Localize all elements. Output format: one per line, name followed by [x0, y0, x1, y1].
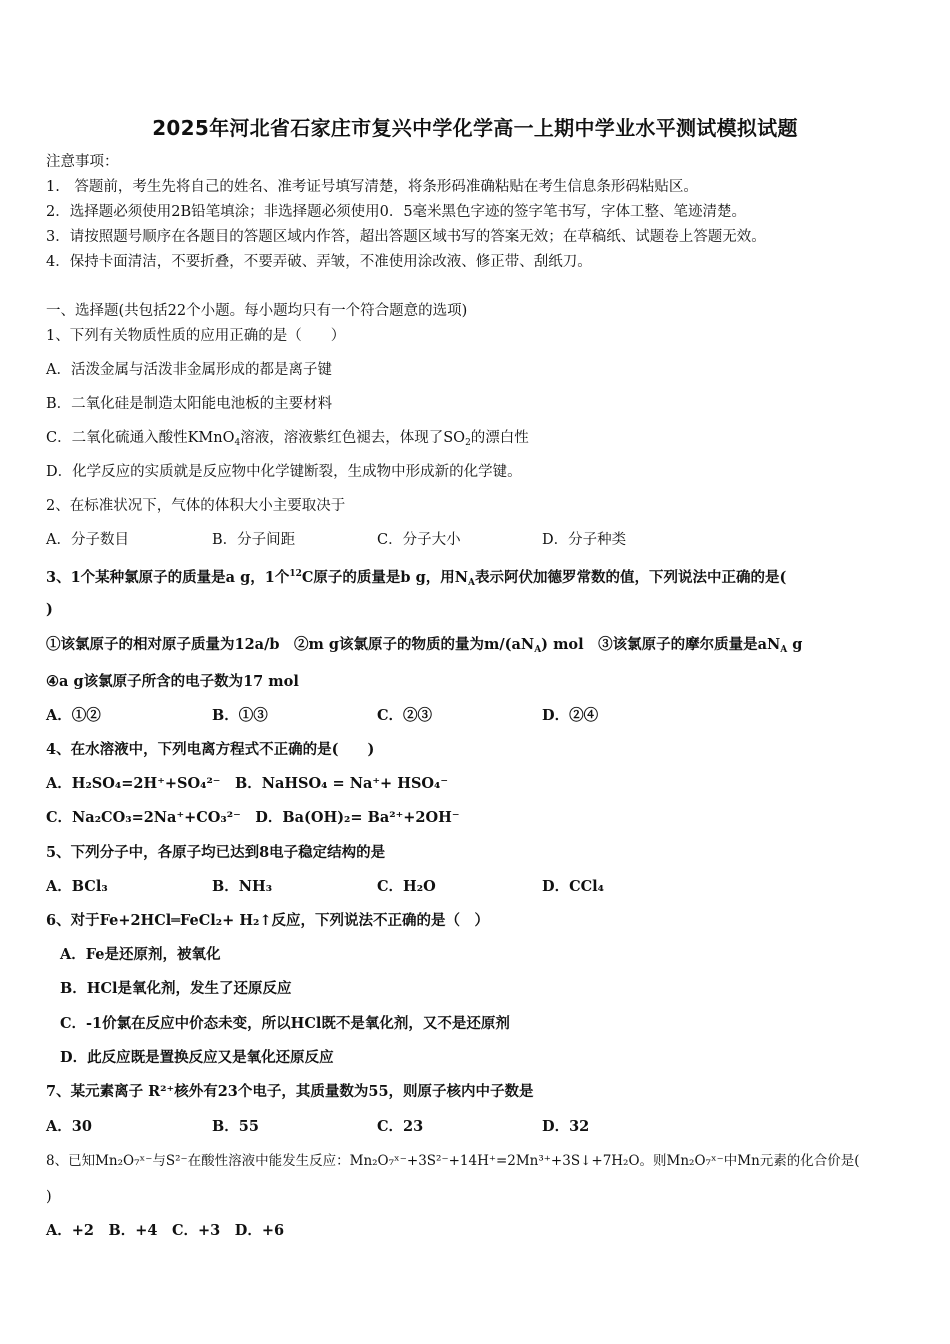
q2-option-b: B．分子间距 — [212, 532, 296, 548]
page-title: 2025年河北省石家庄市复兴中学化学高一上期中学业水平测试模拟试题 — [152, 116, 798, 140]
q4-options-ab: A．H₂SO₄=2H⁺+SO₄²⁻ B．NaHSO₄ = Na⁺+ HSO₄⁻ — [46, 775, 449, 792]
section-heading: 一、选择题(共包括22个小题。每小题均只有一个符合题意的选项) — [46, 303, 468, 319]
q8-stem: 8、已知Mn₂O₇ˣ⁻与S²⁻在酸性溶液中能发生反应：Mn₂O₇ˣ⁻+3S²⁻+14H⁺=2Mn³⁺+3S↓+7H₂O。则Mn₂O₇ˣ⁻中Mn元素的化合价是( — [46, 1153, 860, 1169]
q2-stem: 2、在标准状况下，气体的体积大小主要取决于 — [46, 498, 346, 514]
notice-item-3: 3．请按照题号顺序在各题目的答题区域内作答，超出答题区域书写的答案无效；在草稿纸、试题卷上答题无效。 — [46, 229, 766, 245]
q3-option-d: D．②④ — [542, 707, 599, 724]
q7-option-c: C．23 — [377, 1118, 424, 1135]
q3-option-a: A．①② — [46, 707, 101, 724]
q6-option-c: C．-1价氯在反应中价态未变，所以HCl既不是氧化剂，又不是还原剂 — [60, 1015, 510, 1032]
q3-stem: 3、1个某种氯原子的质量是a g，1个$^{12}$C原子的质量是b g，用$N_A$表示阿伏加德罗常数的值，下列说法中正确的是( — [46, 569, 787, 588]
notice-item-1: 1. 答题前，考生先将自己的姓名、准考证号填写清楚，将条形码准确粘贴在考生信息条形码粘贴区。 — [46, 179, 698, 195]
q2-option-a: A．分子数目 — [46, 532, 129, 548]
q4-options-cd: C．Na₂CO₃=2Na⁺+CO₃²⁻ D．Ba(OH)₂= Ba²⁺+2OH⁻ — [46, 809, 460, 826]
q1-option-a: A．活泼金属与活泼非金属形成的都是离子键 — [46, 362, 332, 378]
q2-option-d: D．分子种类 — [542, 532, 627, 548]
q7-option-a: A．30 — [46, 1118, 92, 1135]
q6-option-a: A．Fe是还原剂，被氧化 — [60, 946, 221, 963]
notice-item-4: 4．保持卡面清洁，不要折叠，不要弄破、弄皱，不准使用涂改液、修正带、刮纸刀。 — [46, 254, 592, 270]
notice-item-2: 2．选择题必须使用2B铅笔填涂；非选择题必须使用0．5毫米黑色字迹的签字笔书写，字体工整、笔迹清楚。 — [46, 204, 747, 220]
q5-option-a: A．BCl₃ — [46, 878, 108, 895]
q5-option-c: C．H₂O — [377, 878, 436, 895]
q7-option-d: D．32 — [542, 1118, 590, 1135]
q6-option-b: B．HCl是氧化剂，发生了还原反应 — [60, 980, 292, 997]
q1-option-b: B．二氧化硅是制造太阳能电池板的主要材料 — [46, 396, 333, 412]
q3-option-b: B．①③ — [212, 707, 268, 724]
q8-stem-end: ) — [46, 1189, 52, 1205]
q3-statements-2: ④a g该氯原子所含的电子数为17 mol — [46, 673, 299, 690]
q5-stem: 5、下列分子中，各原子均已达到8电子稳定结构的是 — [46, 844, 386, 861]
q8-options: A．+2 B．+4 C．+3 D．+6 — [46, 1222, 285, 1239]
q3-stem-end: ) — [46, 601, 53, 618]
q6-stem: 6、对于Fe+2HCl═FeCl₂+ H₂↑反应，下列说法不正确的是（ ） — [46, 912, 490, 929]
notice-heading: 注意事项： — [46, 154, 119, 170]
q7-option-b: B．55 — [212, 1118, 259, 1135]
q6-option-d: D．此反应既是置换反应又是氧化还原反应 — [60, 1049, 334, 1066]
q7-stem: 7、某元素离子 R²⁺核外有23个电子，其质量数为55，则原子核内中子数是 — [46, 1083, 534, 1100]
q2-option-c: C．分子大小 — [377, 532, 461, 548]
q3-option-c: C．②③ — [377, 707, 433, 724]
q3-statements-1: ①该氯原子的相对原子质量为12a/b ②m g该氯原子的物质的量为$m/(aN_A)$ mol ③该氯原子的摩尔质量是$aN_A$ g — [46, 636, 803, 655]
q1-option-c: C．二氧化硫通入酸性KMnO$_4$溶液，溶液紫红色褪去，体现了$SO_2$的漂白性 — [46, 430, 529, 448]
q1-stem: 1、下列有关物质性质的应用正确的是（ ） — [46, 328, 346, 344]
q4-stem: 4、在水溶液中，下列电离方程式不正确的是( ) — [46, 741, 375, 758]
q1-option-d: D．化学反应的实质就是反应物中化学键断裂，生成物中形成新的化学键。 — [46, 464, 522, 480]
q5-option-d: D．CCl₄ — [542, 878, 605, 895]
q5-option-b: B．NH₃ — [212, 878, 273, 895]
